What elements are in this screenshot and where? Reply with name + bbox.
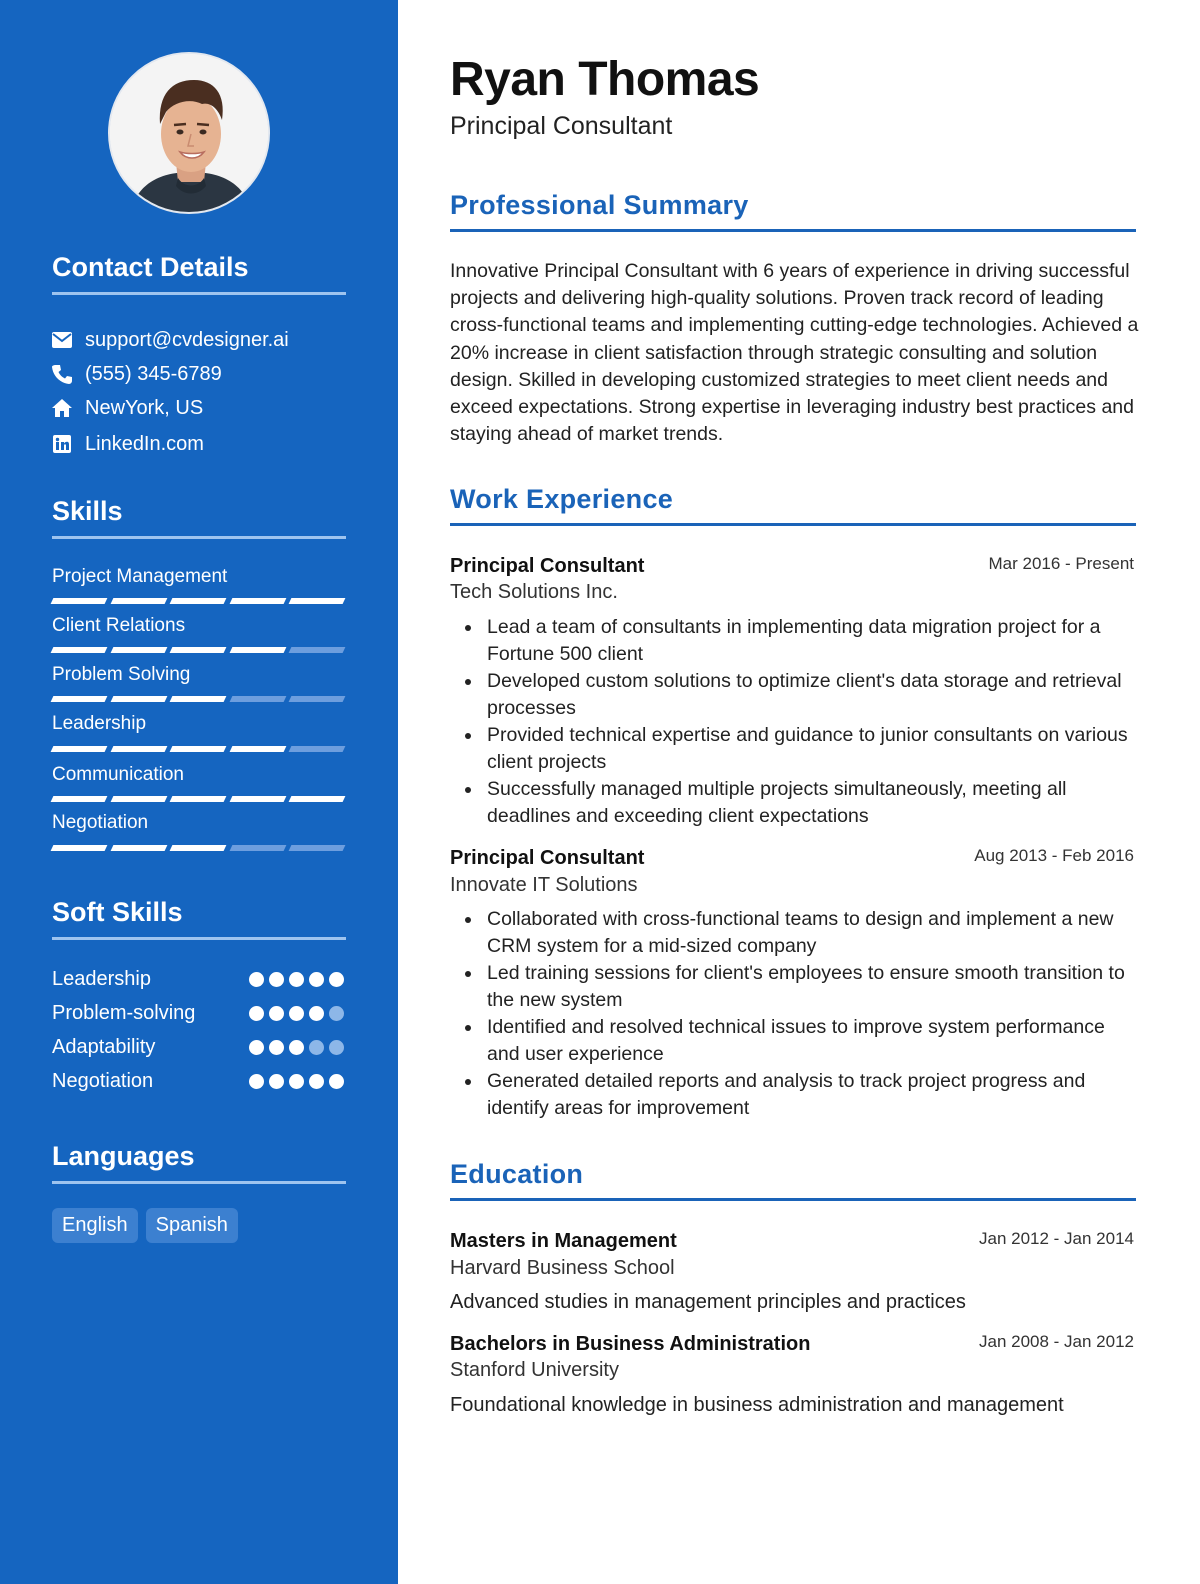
language-pill: Spanish [146,1208,238,1243]
soft-skill-rating [249,1006,344,1021]
job-bullet: Provided technical expertise and guidance to junior consultants on various client projects [450,722,1140,776]
skill-bar-segment [51,746,107,752]
sidebar [0,0,398,1584]
rating-dot [289,1074,304,1089]
soft-skill-label: Adaptability [52,1035,156,1058]
skill-label: Leadership [52,713,147,734]
candidate-name: Ryan Thomas [450,53,760,106]
rating-dot [289,1040,304,1055]
rating-dot [329,972,344,987]
skill-bar-segment [170,845,226,851]
contact-phone[interactable] [52,361,222,387]
job-bullet: Lead a team of consultants in implementing data migration project for a Fortune 500 client [450,614,1140,668]
rating-dot [309,1074,324,1089]
contact-email-text: support@cvdesigner.ai [85,328,289,351]
skill-bar [52,598,344,604]
skill-bar-segment [229,696,285,702]
rating-dot [309,1040,324,1055]
soft-skill-row [52,967,344,991]
rating-dot [289,972,304,987]
soft-skill-row [52,1001,344,1025]
rating-dot [249,1006,264,1021]
phone-icon [52,364,72,384]
skill-bar-segment [51,647,107,653]
skill-bar-segment [110,845,166,851]
degree-title: Bachelors in Business Administration [450,1333,811,1355]
skill-bar-segment [51,845,107,851]
job-bullet: Developed custom solutions to optimize client's data storage and retrieval processes [450,668,1140,722]
job-dates: Aug 2013 - Feb 2016 [974,846,1134,865]
job-bullet: Generated detailed reports and analysis to track project progress and identify areas for improvement [450,1068,1140,1122]
rating-dot [329,1006,344,1021]
rating-dot [269,1040,284,1055]
job-dates: Mar 2016 - Present [988,554,1134,573]
degree-dates: Jan 2008 - Jan 2012 [978,1332,1134,1351]
profile-photo [108,52,270,214]
job-company: Tech Solutions Inc. [450,581,618,603]
skill-bar-segment [229,746,285,752]
rating-dot [309,972,324,987]
skill-bar-segment [289,696,345,702]
contact-location [52,395,203,421]
skill-bar-segment [110,796,166,802]
skill-bar-segment [170,746,226,752]
main-content [398,0,1200,1584]
contact-section-title: Contact Details [52,252,249,282]
skill-bar-segment [170,796,226,802]
skill-bar-segment [229,845,285,851]
soft-skill-rating [249,1074,344,1089]
skill-bar-segment [51,598,107,604]
soft-skill-row [52,1035,344,1059]
contact-divider [52,292,346,295]
rating-dot [269,1006,284,1021]
school-name: Stanford University [450,1359,619,1381]
job-bullet: Collaborated with cross-functional teams to design and implement a new CRM system for a mid-sized company [450,906,1140,960]
soft-skill-label: Problem-solving [52,1001,196,1024]
rating-dot [329,1074,344,1089]
job-bullet: Identified and resolved technical issues to improve system performance and user experience [450,1014,1140,1068]
candidate-title: Principal Consultant [450,112,673,140]
skill-bar-segment [289,647,345,653]
skill-bar-segment [51,696,107,702]
rating-dot [269,1074,284,1089]
rating-dot [269,972,284,987]
skill-bar-segment [289,845,345,851]
degree-title: Masters in Management [450,1230,677,1252]
skill-bar-segment [289,796,345,802]
linkedin-icon [52,434,72,454]
skill-bar-segment [110,598,166,604]
languages-section-title: Languages [52,1141,195,1171]
skills-divider [52,536,346,539]
rating-dot [309,1006,324,1021]
skills-section-title: Skills [52,496,123,526]
degree-description: Advanced studies in management principles and practices [450,1291,966,1313]
education-section-title: Education [450,1159,584,1189]
job-title: Principal Consultant [450,555,645,577]
skill-bar [52,845,344,851]
skill-bar [52,647,344,653]
skill-bar [52,746,344,752]
rating-dot [289,1006,304,1021]
rating-dot [249,1040,264,1055]
rating-dot [249,972,264,987]
soft-skill-rating [249,1040,344,1055]
languages-divider [52,1181,346,1184]
experience-divider [450,523,1136,526]
contact-linkedin-text: LinkedIn.com [85,432,204,455]
job-title: Principal Consultant [450,847,645,869]
contact-phone-text: (555) 345-6789 [85,362,222,385]
skill-bar-segment [289,598,345,604]
rating-dot [249,1074,264,1089]
skill-label: Project Management [52,566,228,587]
rating-dot [329,1040,344,1055]
degree-dates: Jan 2012 - Jan 2014 [978,1229,1134,1248]
summary-divider [450,229,1136,232]
skill-bar [52,696,344,702]
skill-bar-segment [229,598,285,604]
skill-bar [52,796,344,802]
home-icon [52,398,72,418]
soft-skill-row [52,1069,344,1093]
skill-bar-segment [170,647,226,653]
envelope-icon [52,330,72,350]
experience-section-title: Work Experience [450,484,674,514]
soft-skills-divider [52,937,346,940]
soft-skills-section-title: Soft Skills [52,897,183,927]
skill-bar-segment [170,696,226,702]
skill-bar-segment [51,796,107,802]
job-bullets [450,614,1140,830]
school-name: Harvard Business School [450,1257,675,1279]
skill-label: Problem Solving [52,664,191,685]
contact-linkedin[interactable] [52,431,204,457]
language-list [52,1208,238,1243]
contact-location-text: NewYork, US [85,396,204,419]
skill-bar-segment [110,696,166,702]
soft-skill-label: Negotiation [52,1069,154,1092]
education-divider [450,1198,1136,1201]
contact-email[interactable] [52,327,289,353]
language-pill: English [52,1208,138,1243]
skill-label: Client Relations [52,615,186,636]
skill-bar-segment [229,796,285,802]
job-company: Innovate IT Solutions [450,874,638,896]
soft-skill-label: Leadership [52,967,151,990]
skill-bar-segment [289,746,345,752]
summary-section-title: Professional Summary [450,190,749,220]
degree-description: Foundational knowledge in business administration and management [450,1394,1064,1416]
job-bullets [450,906,1140,1122]
skill-bar-segment [170,598,226,604]
soft-skill-rating [249,972,344,987]
summary-text: Innovative Principal Consultant with 6 years of experience in driving successful projects and delivering high-quality solutions. Proven track record of leading cross-functional teams and implementing cutting-edge technologies. Achieved a 20% increase in client satisfaction through strategic consulting and solution design. Skilled in developing customized strategies to meet client needs and exceed expectations. Strong expertise in leveraging industry best practices and staying ahead of market trends. [450,260,1139,446]
skill-bar-segment [110,746,166,752]
skill-bar-segment [229,647,285,653]
skill-label: Communication [52,764,184,785]
skill-bar-segment [110,647,166,653]
job-bullet: Successfully managed multiple projects simultaneously, meeting all deadlines and exceeding client expectations [450,776,1140,830]
skill-label: Negotiation [52,812,149,833]
job-bullet: Led training sessions for client's employees to ensure smooth transition to the new system [450,960,1140,1014]
